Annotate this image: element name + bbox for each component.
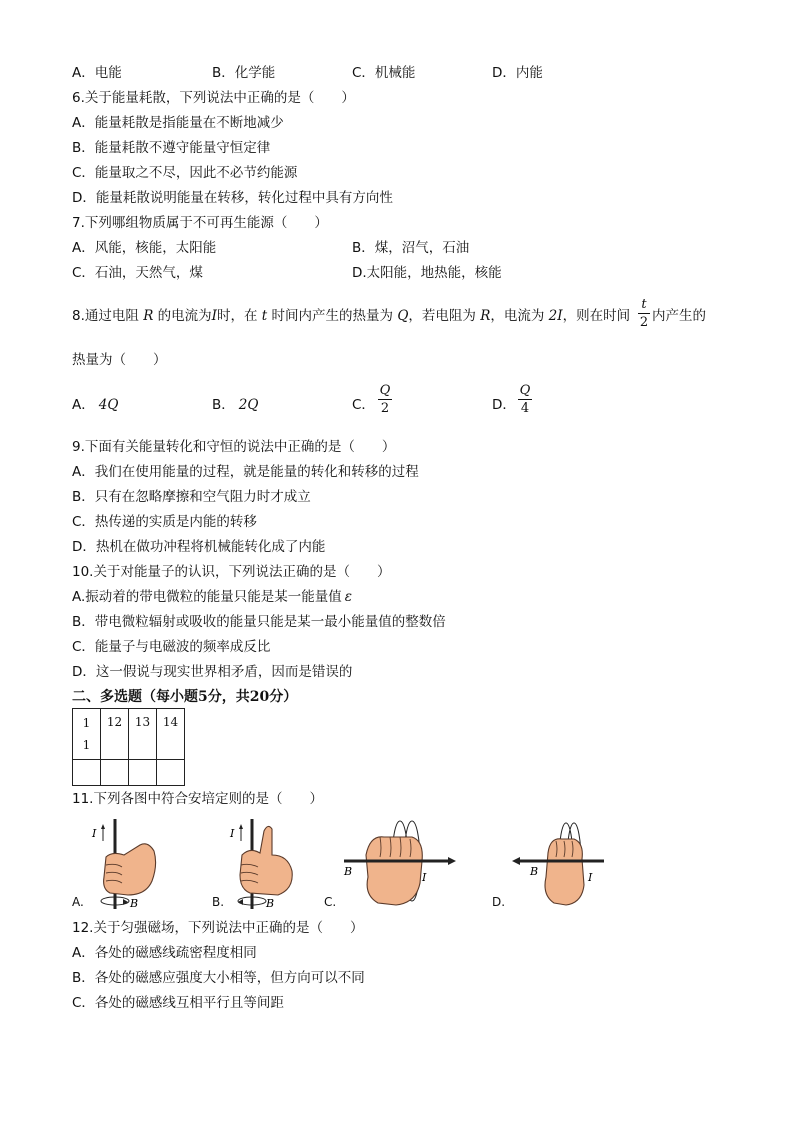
- svg-text:I: I: [422, 871, 427, 884]
- answer-header-12: 12: [101, 709, 129, 760]
- q5-option-d: D．内能: [492, 65, 543, 81]
- q8-stem-line2: 热量为（ ）: [72, 352, 167, 368]
- hand-wire-figure-b: [228, 815, 308, 913]
- q9-stem: 9.下面有关能量转化和守恒的说法中正确的是（ ）: [72, 439, 396, 455]
- q8-symbol-2i: 2I: [548, 308, 563, 324]
- svg-text:B: B: [530, 865, 539, 878]
- q7-stem: 7.下列哪组物质属于不可再生能源（ ）: [72, 215, 328, 231]
- svg-text:B: B: [344, 865, 353, 878]
- q6-option-d: D．能量耗散说明能量在转移，转化过程中具有方向性: [72, 190, 393, 206]
- q8-option-c-label: C．: [352, 397, 375, 413]
- q7-option-c: C．石油，天然气，煤: [72, 265, 203, 281]
- q11-label-d: D.: [492, 895, 506, 909]
- q11-label-a: A.: [72, 895, 84, 909]
- q12-option-c: C．各处的磁感线互相平行且等间距: [72, 995, 284, 1011]
- hand-wire-figure-c: [340, 815, 460, 913]
- hand-wire-figure-d: [508, 815, 618, 913]
- q7-option-b: B．煤，沼气，石油: [352, 240, 470, 256]
- q8-stem-line1: 8.通过电阻 R 的电流为I时，在 t 时间内产生的热量为 Q，若电阻为 R，电流为 2I，则在时间: [72, 308, 631, 324]
- q10-stem: 10.关于对能量子的认识，下列说法正确的是（ ）: [72, 564, 391, 580]
- q9-option-c: C．热传递的实质是内能的转移: [72, 514, 257, 530]
- q6-option-b: B．能量耗散不遵守能量守恒定律: [72, 140, 271, 156]
- svg-text:I: I: [230, 827, 235, 840]
- q8-option-a: A． 4Q: [72, 397, 119, 413]
- answer-table: [72, 708, 185, 786]
- answer-header-11: 1 1: [73, 709, 101, 760]
- svg-text:B: B: [130, 897, 139, 910]
- section-heading-multiple-choice: 二、多选题（每小题5分，共20分）: [72, 689, 298, 705]
- q9-option-b: B．只有在忽略摩擦和空气阻力时才成立: [72, 489, 311, 505]
- q5-option-c: C．机械能: [352, 65, 416, 81]
- q12-stem: 12.关于匀强磁场，下列说法中正确的是（ ）: [72, 920, 364, 936]
- q8-option-c-fraction: Q 2: [379, 383, 391, 416]
- answer-cell-12[interactable]: [101, 760, 129, 786]
- q6-option-a: A．能量耗散是指能量在不断地减少: [72, 115, 284, 131]
- q5-option-a: A．电能: [72, 65, 122, 81]
- q11-stem: 11.下列各图中符合安培定则的是（ ）: [72, 791, 323, 807]
- q10-option-d: D．这一假说与现实世界相矛盾，因而是错误的: [72, 664, 353, 680]
- q8-symbol-i: I: [211, 308, 217, 324]
- q8-stem-tail: 内产生的: [652, 308, 706, 324]
- q11-label-b: B.: [212, 895, 225, 909]
- q8-option-b: B． 2Q: [212, 397, 259, 413]
- q9-option-d: D．热机在做功冲程将机械能转化成了内能: [72, 539, 326, 555]
- q12-option-b: B．各处的磁感应强度大小相等，但方向可以不同: [72, 970, 365, 986]
- q8-symbol-q: Q: [397, 308, 409, 324]
- q12-option-a: A．各处的磁感线疏密程度相同: [72, 945, 257, 961]
- answer-cell-14[interactable]: [157, 760, 185, 786]
- svg-text:I: I: [92, 827, 97, 840]
- answer-header-13: 13: [129, 709, 157, 760]
- q8-fraction-t-over-2: t 2: [639, 297, 649, 330]
- q8-symbol-r: R: [143, 308, 154, 324]
- svg-text:I: I: [588, 871, 593, 884]
- q8-option-d-fraction: Q 4: [519, 383, 531, 416]
- q6-option-c: C．能量取之不尽，因此不必节约能源: [72, 165, 298, 181]
- answer-header-14: 14: [157, 709, 185, 760]
- q10-option-b: B．带电微粒辐射或吸收的能量只能是某一最小能量值的整数倍: [72, 614, 446, 630]
- q7-option-a: A．风能，核能，太阳能: [72, 240, 217, 256]
- q7-option-d: D.太阳能，地热能，核能: [352, 265, 502, 281]
- q10-option-c: C．能量子与电磁波的频率成反比: [72, 639, 271, 655]
- q9-option-a: A．我们在使用能量的过程，就是能量的转化和转移的过程: [72, 464, 419, 480]
- q5-option-b: B．化学能: [212, 65, 276, 81]
- answer-cell-11[interactable]: [73, 760, 101, 786]
- answer-cell-13[interactable]: [129, 760, 157, 786]
- hand-wire-figure-a: [88, 815, 168, 913]
- q10-option-a: A.振动着的带电微粒的能量只能是某一能量值 ε: [72, 589, 353, 605]
- q8-option-d-label: D．: [492, 397, 516, 413]
- q11-label-c: C.: [324, 895, 337, 909]
- q8-symbol-t: t: [261, 308, 268, 324]
- q6-stem: 6.关于能量耗散，下列说法中正确的是（ ）: [72, 90, 355, 106]
- svg-text:B: B: [266, 897, 275, 910]
